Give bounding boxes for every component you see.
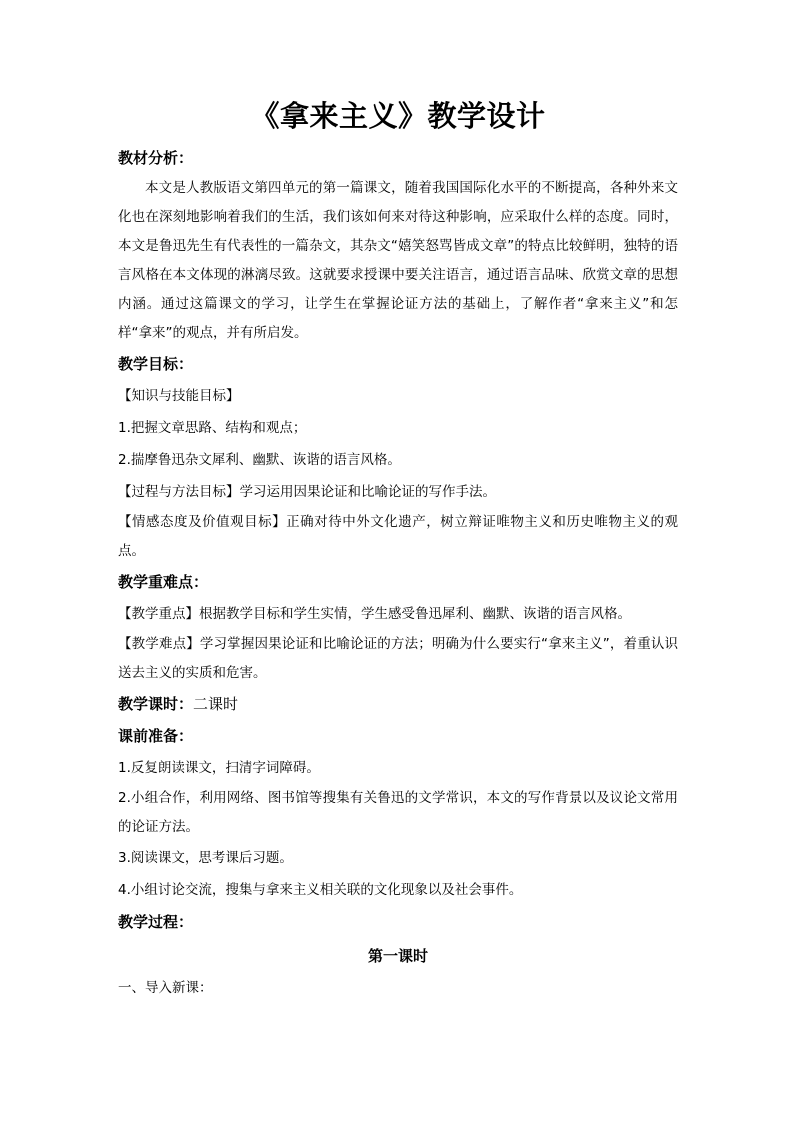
teaching-difficulty: 【教学难点】学习掌握因果论证和比喻论证的方法；明确为什么要实行“拿来主义”，着重认识送去主义的实质和危害。	[118, 636, 678, 681]
prep-item-1: 1.反复朗读课文，扫清字词障碍。	[118, 760, 320, 776]
teaching-hours-label: 教学课时：	[118, 695, 194, 713]
prep-heading: 课前准备：	[118, 727, 194, 745]
teaching-focus: 【教学重点】根据教学目标和学生实情，学生感受鲁迅犀利、幽默、诙谐的语言风格。	[118, 606, 631, 622]
analysis-heading: 教材分析：	[118, 149, 194, 167]
knowledge-goal-item-2: 2.揣摩鲁迅杂文犀利、幽默、诙谐的语言风格。	[118, 452, 401, 468]
teaching-hours	[118, 688, 678, 720]
knowledge-goal-label: 【知识与技能目标】	[118, 388, 240, 404]
prep-item-3: 3.阅读课文，思考课后习题。	[118, 850, 293, 866]
step-1-heading: 一、导入新课：	[118, 980, 213, 996]
document-title: 《拿来主义》教学设计	[250, 99, 546, 133]
knowledge-goal-item-1: 1.把握文章思路、结构和观点；	[118, 420, 307, 436]
goals-heading: 教学目标：	[118, 355, 194, 373]
document-page	[118, 96, 678, 1004]
prep-item-4: 4.小组讨论交流，搜集与拿来主义相关联的文化现象以及社会事件。	[118, 882, 523, 898]
prep-item-2: 2.小组合作，利用网络、图书馆等搜集有关鲁迅的文学常识，本文的写作背景以及议论文常用的论证方法。	[118, 790, 678, 835]
session-1-heading: 第一课时	[367, 947, 428, 965]
process-heading: 教学过程：	[118, 913, 194, 931]
analysis-paragraph: 本文是人教版语文第四单元的第一篇课文，随着我国国际化水平的不断提高，各种外来文化也在深刻地影响着我们的生活，我们该如何来对待这种影响，应采取什么样的态度。同时，本文是鲁迅先生有代表性的一篇杂文，其杂文“嬉笑怒骂皆成文章”的特点比较鲜明，独特的语言风格在本文体现的淋漓尽致。这就要求授课中要关注语言，通过语言品味、欣赏文章的思想内涵。通过这篇课文的学习，让学生在掌握论证方法的基础上，了解作者“拿来主义”和怎样“拿来”的观点，并有所启发。	[118, 180, 678, 341]
emotion-goal: 【情感态度及价值观目标】正确对待中外文化遗产，树立辩证唯物主义和历史唯物主义的观点。	[118, 514, 678, 559]
process-goal: 【过程与方法目标】学习运用因果论证和比喻论证的写作手法。	[118, 484, 496, 500]
teaching-hours-value: 二课时	[193, 695, 239, 713]
key-points-heading: 教学重难点：	[118, 573, 209, 591]
